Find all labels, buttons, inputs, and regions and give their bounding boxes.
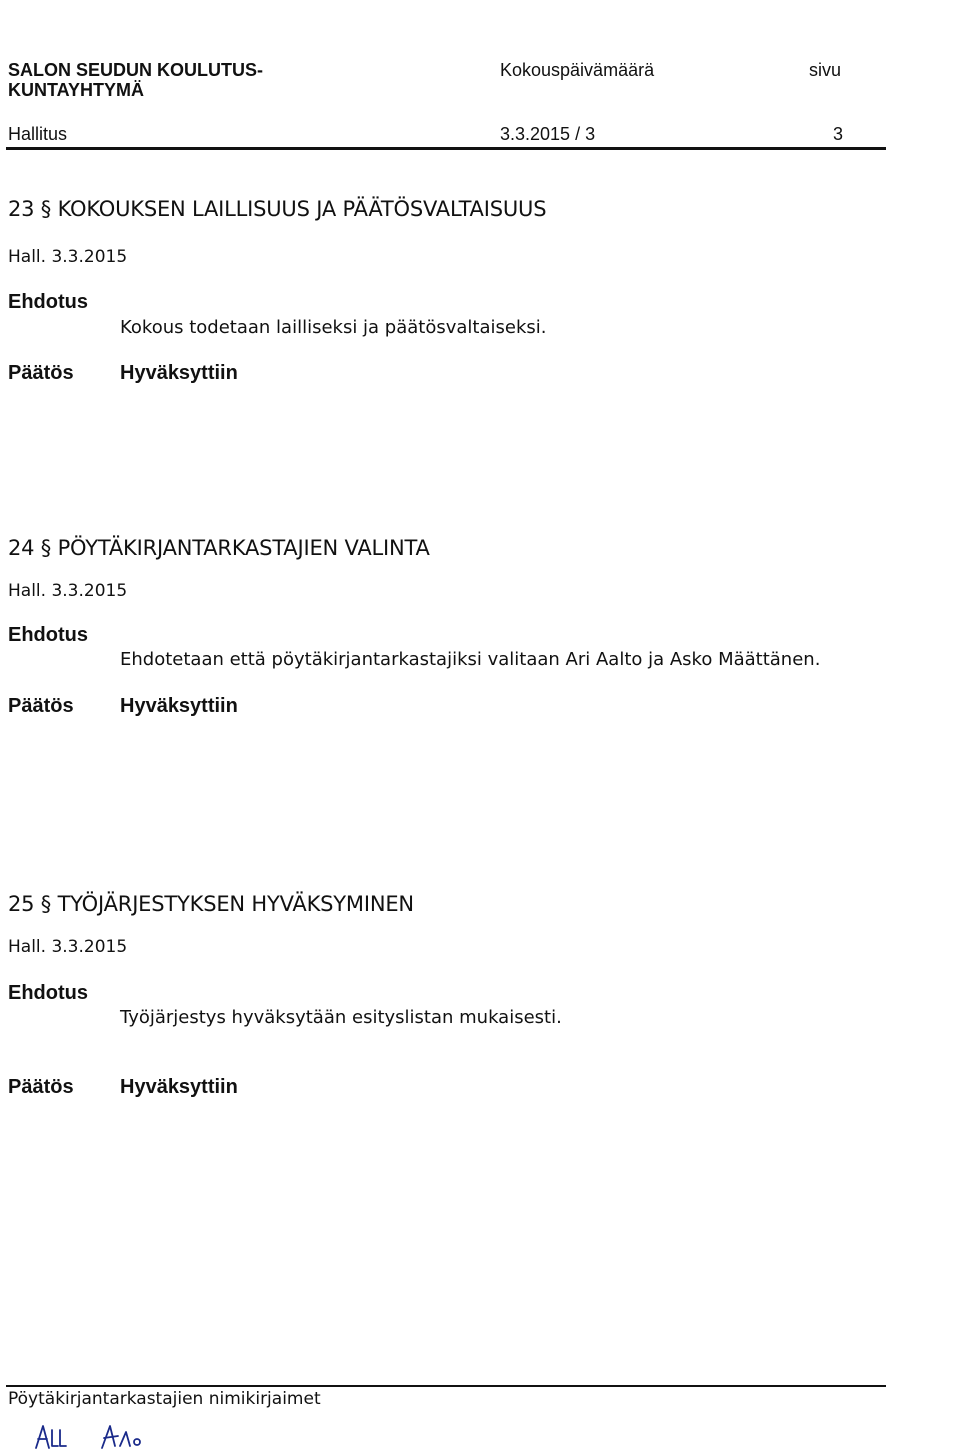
- meeting-date-label: Kokouspäivämäärä: [500, 60, 655, 80]
- decision-label: Päätös: [8, 695, 74, 717]
- decision-text: Hyväksyttiin: [120, 362, 238, 384]
- proposal-text: Työjärjestys hyväksytään esityslistan mukaisesti.: [120, 1007, 562, 1028]
- proposal-label: Ehdotus: [8, 624, 88, 646]
- decision-text: Hyväksyttiin: [120, 1076, 238, 1098]
- organization-name-line2: KUNTAYHTYMÄ: [8, 80, 145, 100]
- initials-signature-2-tail: [120, 1432, 140, 1446]
- header-divider: [6, 147, 886, 150]
- meeting-number: 3.3.2015 / 3: [500, 124, 596, 144]
- initials-signature-1: [36, 1426, 49, 1448]
- section-board-date: Hall. 3.3.2015: [8, 247, 128, 267]
- handwritten-initials: [30, 1422, 180, 1450]
- section-board-date: Hall. 3.3.2015: [8, 937, 128, 957]
- proposal-text: Ehdotetaan että pöytäkirjantarkastajiksi valitaan Ari Aalto ja Asko Määttänen.: [120, 649, 821, 670]
- initials-signature-2: [102, 1426, 118, 1448]
- proposal-label: Ehdotus: [8, 291, 88, 313]
- organization-name-line1: SALON SEUDUN KOULUTUS-: [8, 60, 263, 80]
- initials-signature-1-tail: [52, 1430, 66, 1446]
- section-title: 23 § KOKOUKSEN LAILLISUUS JA PÄÄTÖSVALTAISUUS: [8, 197, 547, 221]
- governing-body: Hallitus: [8, 124, 68, 144]
- proposal-label: Ehdotus: [8, 982, 88, 1004]
- section-board-date: Hall. 3.3.2015: [8, 581, 128, 601]
- proposal-text: Kokous todetaan lailliseksi ja päätösvaltaiseksi.: [120, 317, 547, 338]
- section-title: 24 § PÖYTÄKIRJANTARKASTAJIEN VALINTA: [8, 536, 430, 560]
- section-title: 25 § TYÖJÄRJESTYKSEN HYVÄKSYMINEN: [8, 892, 414, 916]
- footer-divider: [6, 1385, 886, 1387]
- page-number: 3: [833, 124, 844, 144]
- decision-label: Päätös: [8, 362, 74, 384]
- decision-text: Hyväksyttiin: [120, 695, 238, 717]
- organization-name: [8, 60, 263, 100]
- page-label: sivu: [809, 60, 842, 80]
- signatures-label: Pöytäkirjantarkastajien nimikirjaimet: [8, 1389, 321, 1409]
- decision-label: Päätös: [8, 1076, 74, 1098]
